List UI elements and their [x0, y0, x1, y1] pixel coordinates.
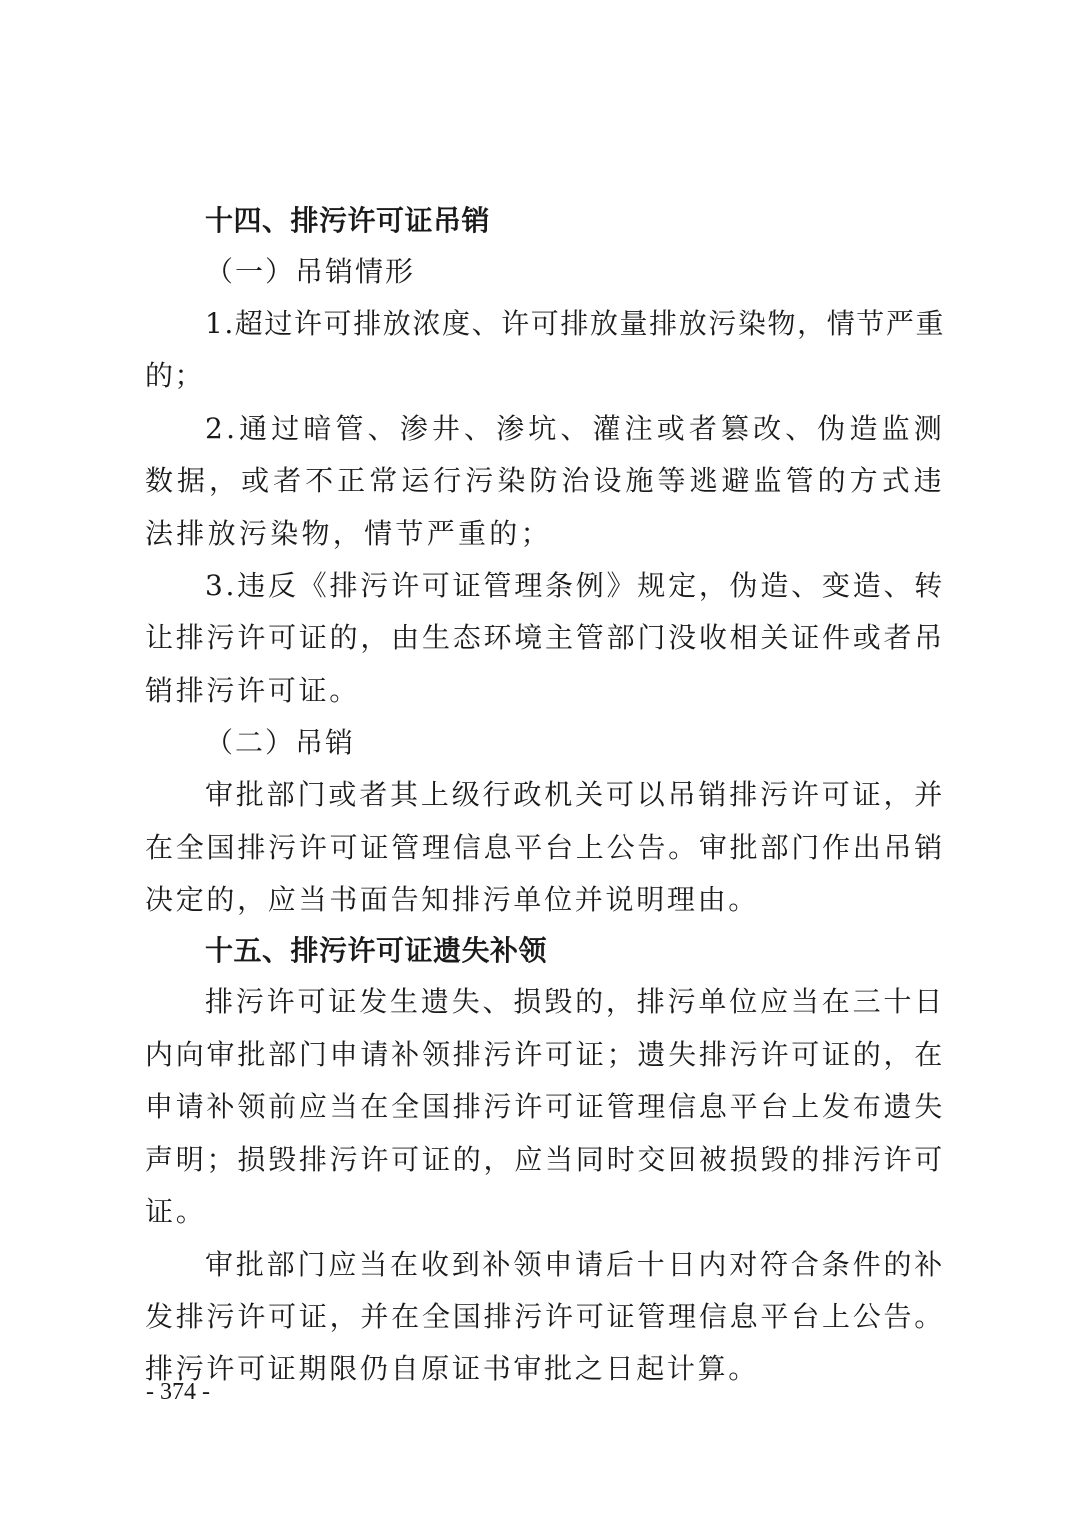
section-14-item-2: 2.通过暗管、渗井、渗坑、灌注或者篡改、伪造监测数据，或者不正常运行污染防治设施等逃避监管的方式违法排放污染物，情节严重的；	[145, 411, 945, 550]
page-number: - 374 -	[146, 1379, 210, 1405]
section-14-item-3: 3.违反《排污许可证管理条例》规定，伪造、变造、转让排污许可证的，由生态环境主管部门没收相关证件或者吊销排污许可证。	[145, 569, 945, 707]
section-14-paragraph: 审批部门或者其上级行政机关可以吊销排污许可证，并在全国排污许可证管理信息平台上公告。审批部门作出吊销决定的，应当书面告知排污单位并说明理由。	[145, 778, 945, 917]
section-14-subheading-2: （二）吊销	[205, 726, 356, 760]
section-15-paragraph-2: 审批部门应当在收到补领申请后十日内对符合条件的补发排污许可证，并在全国排污许可证管理信息平台上公告。排污许可证期限仍自原证书审批之日起计算。	[145, 1247, 945, 1386]
section-15-paragraph-1: 排污许可证发生遗失、损毁的，排污单位应当在三十日内向审批部门申请补领排污许可证；遗失排污许可证的，在申请补领前应当在全国排污许可证管理信息平台上发布遗失声明；损毁排污许可证的，应当同时交回被损毁的排污许可证。	[145, 985, 945, 1229]
section-14-subheading-1: （一）吊销情形	[205, 255, 416, 288]
section-14-title: 十四、排污许可证吊销	[205, 204, 491, 237]
section-14-item-1: 1.超过许可排放浓度、许可排放量排放污染物，情节严重的；	[145, 307, 945, 393]
page-body	[145, 196, 945, 1396]
section-15-title: 十五、排污许可证遗失补领	[205, 934, 548, 968]
